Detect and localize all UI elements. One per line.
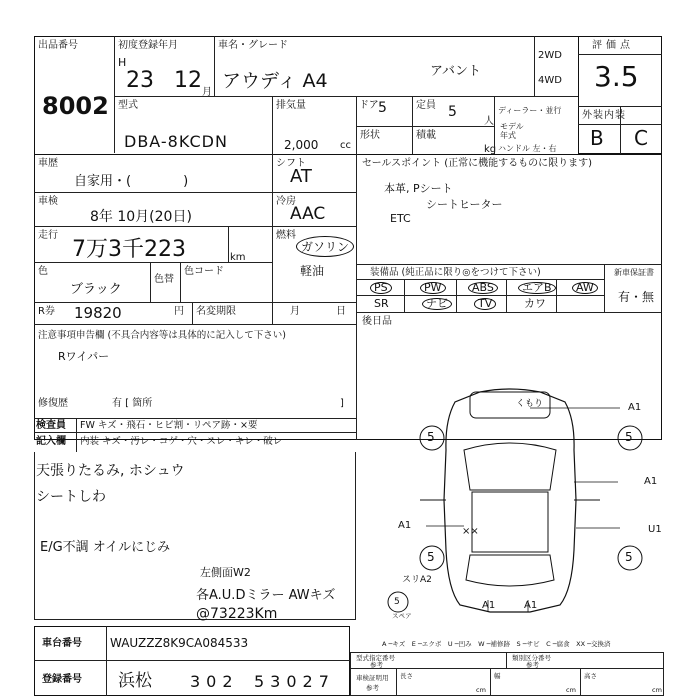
mark-xx: ××: [462, 526, 479, 537]
dealer-label: ディーラー・並行: [498, 106, 562, 115]
repair-bracket: ]: [340, 398, 344, 409]
equip-tv: TV: [474, 298, 496, 310]
spare-label: スペア: [392, 612, 412, 620]
mark-kumori: くもり: [516, 399, 544, 409]
shift-label: シフト: [276, 158, 306, 169]
ref-label-2: 参考: [526, 661, 539, 669]
exterior-grade: B: [590, 126, 604, 150]
doors: 5: [378, 100, 387, 116]
inspector-row1-label: 検査員: [36, 420, 66, 431]
equip-leather: カワ: [524, 297, 546, 310]
shift: AT: [290, 166, 312, 187]
mileage: 7万3千223: [72, 237, 186, 262]
model-year-label: モデル年式: [500, 122, 524, 140]
remark-note1: 左側面W2: [200, 566, 251, 579]
cm-unit-1: cm: [476, 686, 486, 694]
era-mark: H: [118, 56, 127, 69]
caution-text: Rワイパー: [58, 350, 110, 363]
cert-label: 車検証明用: [356, 674, 389, 682]
equip-aw: AW: [572, 282, 598, 294]
load-label: 積載: [416, 130, 436, 141]
remark-note3: @73223Km: [196, 606, 278, 622]
warranty-label: 新車保証書: [614, 268, 654, 277]
remark-3: E/G不調 オイルにじみ: [40, 540, 171, 555]
displacement-label: 排気量: [276, 100, 306, 111]
ac: AAC: [290, 204, 326, 224]
ac-label: 冷房: [276, 196, 296, 207]
drive-2wd: 2WD: [538, 50, 562, 61]
remark-2: シートしわ: [36, 489, 106, 505]
first-reg-label: 初度登録年月: [118, 40, 178, 51]
remark-note2: 各A.U.Dミラー AWキズ: [196, 588, 336, 603]
capacity: 5: [448, 104, 457, 120]
name-change-label: 名変期限: [196, 306, 236, 317]
caution-label: 注意事項申告欄 (不具合内容等は具体的に記入して下さい): [38, 330, 286, 341]
color-change-label: 色替: [154, 274, 174, 285]
sales-point-1: 本革, Pシート: [384, 182, 453, 195]
width-label: 幅: [494, 672, 501, 680]
lot-number: 8002: [42, 92, 109, 120]
grade: アバント: [430, 64, 481, 79]
mark-a1-right: A1: [644, 476, 658, 487]
cm-unit-3: cm: [652, 686, 662, 694]
type-designation-label: 型式指定番号: [356, 654, 395, 662]
ext-int-label: 外装内装: [582, 110, 626, 121]
remark-1: 天張りたるみ, ホシュウ: [36, 463, 185, 479]
mark-a1-front-right: A1: [628, 402, 642, 413]
doors-label: ドア: [359, 100, 379, 111]
day-label: 日: [336, 306, 346, 317]
color-code-label: 色コード: [184, 266, 224, 277]
inspector-row2-label: 記入欄: [36, 436, 66, 447]
history-label: 車歴: [38, 158, 58, 169]
km-unit: km: [230, 252, 246, 263]
chassis-label: 車台番号: [42, 638, 82, 649]
recycle-label: R券: [38, 306, 55, 317]
month-label: 月: [290, 306, 300, 317]
after-market-label: 後日品: [362, 316, 392, 327]
fuel-diesel: 軽油: [300, 264, 325, 278]
displacement: 2,000: [284, 138, 319, 152]
inspector-row1-items: FW キズ・飛石・ヒビ割・リペア跡・×要: [80, 420, 258, 431]
shape-label: 形状: [360, 130, 380, 141]
capacity-label: 定員: [416, 100, 436, 111]
equip-navi: ナビ: [422, 298, 452, 310]
color: ブラック: [70, 282, 122, 297]
tire-fr: 5: [625, 430, 633, 444]
month-suffix: 月: [202, 87, 212, 98]
lot-label: 出品番号: [38, 40, 78, 51]
repair-label: 修復歴: [38, 398, 68, 409]
color-label: 色: [38, 266, 48, 277]
handle-label: ハンドル 左・右: [498, 144, 557, 153]
fuel-label: 燃料: [276, 230, 296, 241]
plate-number2: 53027: [254, 672, 335, 691]
inspector-row2-items: 内装 キズ・汚レ・コゲ・穴・スレ・キレ・破レ: [80, 436, 283, 447]
person-unit: 人: [484, 116, 494, 127]
drive-4wd: 4WD: [538, 75, 562, 86]
recycle-value: 19820: [74, 304, 122, 322]
ref-label-3: 参考: [366, 684, 379, 692]
tire-spare: 5: [394, 597, 400, 607]
interior-grade: C: [634, 126, 648, 150]
model-code: DBA-8KCDN: [124, 132, 228, 151]
sales-point-3: ETC: [390, 212, 411, 225]
repair-value: 有 [ 箇所: [112, 398, 153, 409]
inspection: 8年 10月(20日): [90, 209, 192, 225]
mark-suri-a2: スリA2: [402, 575, 432, 585]
fuel-gasoline: ガソリン: [296, 236, 354, 257]
kg-unit: kg: [484, 144, 497, 155]
sales-points-label: セールスポイント (正常に機能するものに限ります): [362, 158, 593, 169]
name-grade-label: 車名・グレード: [218, 40, 288, 51]
tire-rl: 5: [427, 550, 435, 564]
plate-number: 302: [190, 672, 239, 691]
plate-label: 登録番号: [42, 674, 82, 685]
chassis-number: WAUZZZ8K9CA084533: [110, 636, 249, 650]
mark-u1-right: U1: [648, 524, 662, 535]
car-diagram: [360, 380, 660, 630]
inspection-label: 車検: [38, 196, 58, 207]
cc-unit: cc: [340, 140, 351, 151]
equip-pw: PW: [420, 282, 446, 294]
plate-region: 浜松: [118, 671, 152, 691]
height-label: 高さ: [584, 672, 597, 680]
equip-abs: ABS: [468, 282, 498, 294]
model-label: 型式: [118, 100, 138, 111]
equip-airbag: エアB: [518, 282, 556, 294]
mark-a1-rear-left: A1: [482, 600, 496, 611]
class-label: 類別区分番号: [512, 654, 551, 662]
yen-unit: 円: [174, 306, 184, 317]
equip-ps: PS: [370, 282, 392, 294]
mark-a1-rear-right: A1: [524, 600, 538, 611]
damage-legend: A ─キズ E ─エクボ U ─凹み W ─補修跡 S ─サビ C ─腐食 XX ─交換済: [382, 640, 611, 648]
mark-a1-left: A1: [398, 520, 412, 531]
tire-rr: 5: [625, 550, 633, 564]
score-value: 3.5: [594, 60, 639, 93]
reg-month: 12: [174, 68, 202, 93]
car-name: アウディ A4: [222, 70, 328, 92]
mileage-label: 走行: [38, 230, 58, 241]
cm-unit-2: cm: [566, 686, 576, 694]
ref-label-1: 参考: [370, 661, 383, 669]
history-value: 自家用・( ): [74, 174, 189, 189]
tire-fl: 5: [427, 430, 435, 444]
equipment-label: 装備品 (純正品に限り◎をつけて下さい): [370, 267, 541, 278]
length-label: 長さ: [400, 672, 413, 680]
equip-sr: SR: [374, 297, 389, 310]
cert-frame: [350, 652, 664, 696]
reg-year: 23: [126, 68, 154, 93]
warranty-value: 有・無: [618, 290, 655, 304]
sales-point-2: シートヒーター: [426, 198, 503, 211]
score-label: 評価点: [592, 40, 634, 51]
